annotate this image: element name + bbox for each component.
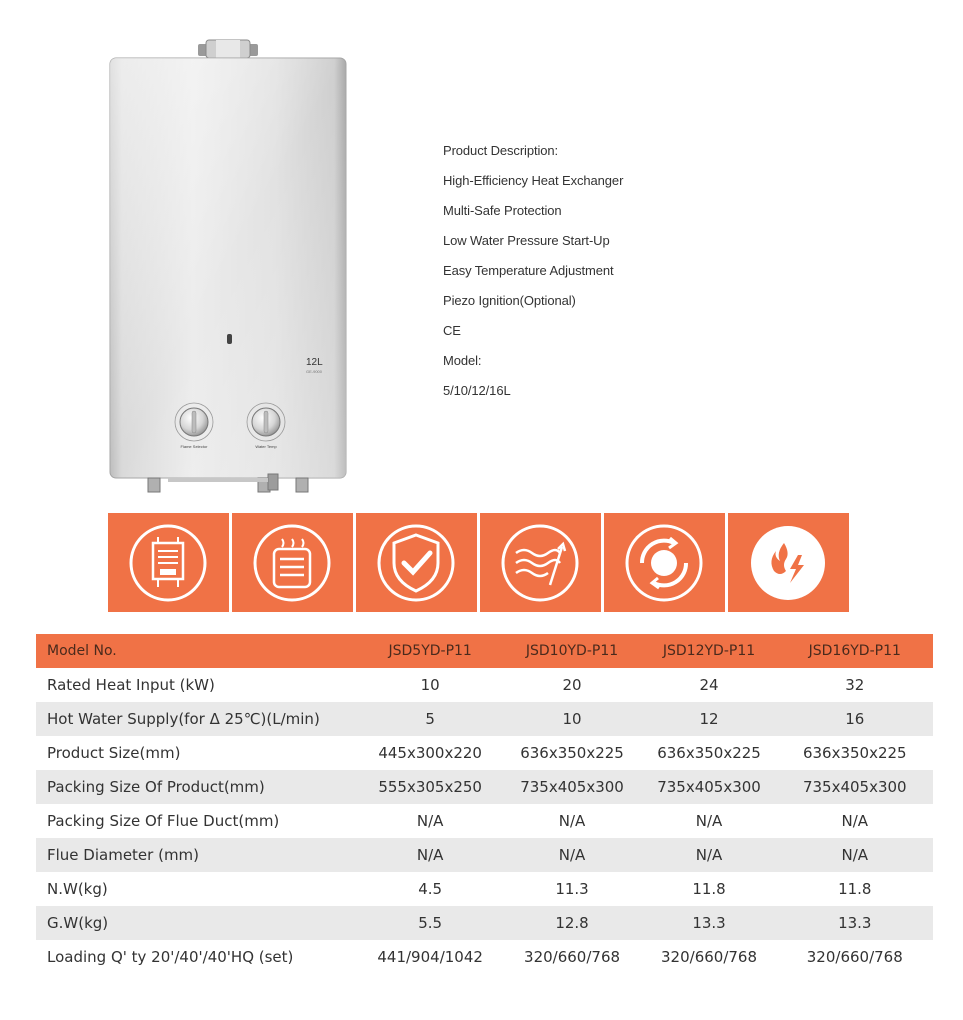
value-cell: 16: [777, 702, 933, 736]
value-cell: N/A: [841, 812, 869, 830]
value-cell: N/A: [777, 838, 933, 872]
low-water-pressure-icon: [480, 513, 601, 612]
header-cell: JSD5YD-P11: [358, 634, 503, 668]
header-cell: JSD10YD-P11: [503, 634, 642, 668]
value-cell: 11.8: [838, 880, 872, 898]
description-line: 5/10/12/16L: [443, 383, 511, 398]
value-cell: 735x405x300: [503, 770, 642, 804]
row-label-cell: G.W(kg): [36, 906, 358, 940]
temperature-cycle-icon: [604, 513, 725, 612]
feature-tile: [728, 513, 849, 612]
description-line: High-Efficiency Heat Exchanger: [443, 173, 624, 188]
value-cell: 12: [642, 702, 777, 736]
description-line: Multi-Safe Protection: [443, 203, 562, 218]
table-row: [36, 702, 933, 736]
product-description: [443, 141, 743, 411]
table-row: [36, 940, 933, 974]
value-cell: 13.3: [777, 906, 933, 940]
value-cell: N/A: [358, 838, 503, 872]
value-cell: N/A: [558, 812, 586, 830]
safety-shield-icon: [356, 513, 477, 612]
water-heater-image: [108, 38, 348, 498]
row-label-cell: Rated Heat Input (kW): [47, 676, 215, 694]
value-cell: N/A: [642, 838, 777, 872]
table-row: [36, 872, 933, 906]
description-line: Low Water Pressure Start-Up: [443, 233, 610, 248]
value-cell: 735x405x300: [642, 770, 777, 804]
value-cell: 24: [699, 676, 719, 694]
row-label-cell: Loading Q' ty 20'/40'/40'HQ (set): [47, 948, 294, 966]
value-cell: 555x305x250: [358, 770, 503, 804]
value-cell: 320/660/768: [806, 948, 903, 966]
table-row: [36, 804, 933, 838]
value-cell: N/A: [416, 812, 444, 830]
value-cell: 32: [845, 676, 865, 694]
header-cell: JSD12YD-P11: [642, 634, 777, 668]
value-cell: N/A: [695, 812, 723, 830]
header-cell: JSD16YD-P11: [777, 634, 933, 668]
row-label-cell: Hot Water Supply(for Δ 25℃)(L/min): [36, 702, 358, 736]
value-cell: 636x350x225: [657, 744, 761, 762]
value-cell: 636x350x225: [802, 744, 907, 762]
row-label-cell: Product Size(mm): [47, 744, 181, 762]
heat-exchanger-icon: [108, 513, 229, 612]
value-cell: N/A: [503, 838, 642, 872]
specification-table: [36, 634, 933, 974]
description-line: Easy Temperature Adjustment: [443, 263, 614, 278]
value-cell: 441/904/1042: [377, 948, 483, 966]
table-row: [36, 838, 933, 872]
header-cell: Model No.: [36, 634, 358, 668]
value-cell: 320/660/768: [524, 948, 621, 966]
value-cell: 445x300x220: [378, 744, 482, 762]
ignition-flame-icon: [728, 513, 849, 612]
row-label-cell: N.W(kg): [47, 880, 108, 898]
description-line: Piezo Ignition(Optional): [443, 293, 576, 308]
feature-tile: [108, 513, 229, 612]
row-label-cell: Packing Size Of Product(mm): [36, 770, 358, 804]
row-label-cell: Flue Diameter (mm): [36, 838, 358, 872]
table-header-row: [36, 634, 933, 668]
value-cell: 735x405x300: [777, 770, 933, 804]
description-line: Model:: [443, 353, 482, 368]
table-row: [36, 668, 933, 702]
feature-tile: [232, 513, 353, 612]
description-line: CE: [443, 323, 461, 338]
value-cell: 5: [358, 702, 503, 736]
feature-icons-strip: [108, 513, 849, 612]
value-cell: 11.8: [692, 880, 726, 898]
value-cell: 636x350x225: [520, 744, 624, 762]
value-cell: 13.3: [642, 906, 777, 940]
value-cell: 11.3: [555, 880, 589, 898]
table-row: [36, 906, 933, 940]
table-row: [36, 770, 933, 804]
value-cell: 10: [420, 676, 440, 694]
row-label-cell: Packing Size Of Flue Duct(mm): [47, 812, 280, 830]
table-row: [36, 736, 933, 770]
value-cell: 5.5: [358, 906, 503, 940]
flame-selector-label: Flame Selector: [180, 444, 208, 449]
value-cell: 20: [562, 676, 582, 694]
water-temp-label: Water Temp: [255, 444, 277, 449]
value-cell: 12.8: [503, 906, 642, 940]
feature-tile: [356, 513, 477, 612]
svg-text:GE-9000: GE-9000: [306, 369, 323, 374]
value-cell: 320/660/768: [661, 948, 758, 966]
feature-tile: [604, 513, 725, 612]
feature-tile: [480, 513, 601, 612]
capacity-label: 12L: [306, 357, 323, 368]
value-cell: 4.5: [418, 880, 443, 898]
heating-element-icon: [232, 513, 353, 612]
value-cell: 10: [503, 702, 642, 736]
description-heading: Product Description:: [443, 143, 559, 158]
